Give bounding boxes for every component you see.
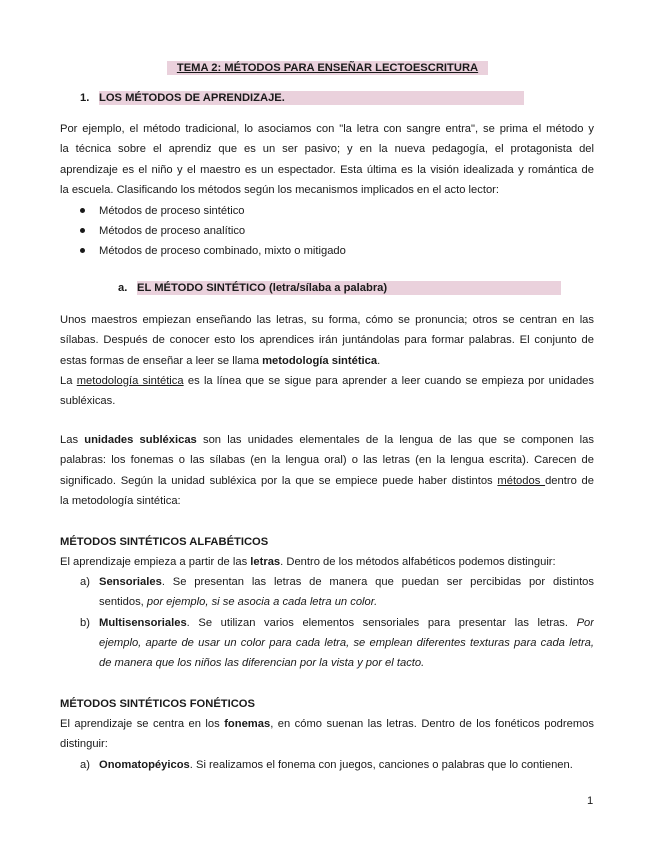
list-item-continuation: de manera que los niños las diferencian por la vista y por el tacto. [99, 657, 425, 670]
sublexical-line-1: Las unidades subléxicas son las unidades elementales de la lengua de las que se componen las [60, 434, 594, 446]
alphabetic-intro: El aprendizaje empieza a partir de las letras. Dentro de los métodos alfabéticos podemos distinguir: [60, 556, 556, 568]
intro-line-3: aprendizaje es el niño y el maestro es un espectador. Esta última es la visión idealizada y romántica de [60, 163, 594, 176]
sublexical-line-3: significado. Según la unidad subléxica por la que se empiece puede haber distintos métodos dentro de [60, 474, 594, 487]
section-a-heading: EL MÉTODO SINTÉTICO (letra/sílaba a palabra) [137, 281, 561, 295]
list-item-continuation: sentidos, por ejemplo, si se asocia a cada letra un color. [99, 596, 378, 609]
bullet-item: Métodos de proceso combinado, mixto o mitigado [80, 241, 346, 261]
bullet-dot-icon [80, 208, 85, 213]
phonetic-heading: MÉTODOS SINTÉTICOS FONÉTICOS [60, 698, 255, 710]
phonetic-list [80, 755, 594, 775]
bullet-item: Métodos de proceso sintético [80, 201, 346, 221]
section-1-number: 1. [80, 92, 90, 104]
list-item-continuation: ejemplo, aparte de usar un color para cada letra, se emplean diferentes texturas para cada letra, [99, 636, 594, 649]
synthetic-line-2: sílabas. Después de conocer esto los aprendices irán juntándolas para formar palabras. El conjunto de [60, 334, 594, 347]
sublexical-line-2: palabras: los fonemas o las sílabas (en la lengua oral) o las letras (en la lengua escrita). Carecen de [60, 454, 594, 467]
document-title: TEMA 2: MÉTODOS PARA ENSEÑAR LECTOESCRITURA [167, 61, 488, 75]
alphabetic-list [80, 572, 594, 673]
sublexical-paragraph [60, 430, 594, 511]
list-item: a) Onomatopéyicos. Si realizamos el fonema con juegos, canciones o palabras que lo contienen. [80, 759, 573, 771]
intro-line-1: Por ejemplo, el método tradicional, lo asociamos con "la letra con sangre entra", se prima el método y [60, 123, 594, 135]
section-a-number: a. [118, 282, 128, 294]
page-number: 1 [587, 795, 594, 807]
synthetic-line-5: subléxicas. [60, 395, 116, 408]
method-bullet-list [80, 201, 346, 261]
alphabetic-heading: MÉTODOS SINTÉTICOS ALFABÉTICOS [60, 536, 269, 548]
phonetic-intro: El aprendizaje se centra en los fonemas, en cómo suenan las letras. Dentro de los fonéticos podremos distinguir: [60, 718, 594, 751]
bullet-dot-icon [80, 248, 85, 253]
synthetic-paragraph [60, 310, 594, 411]
intro-paragraph [60, 119, 594, 200]
list-item: a) Sensoriales. Se presentan las letras de manera que puedan ser percibidas por distintos [80, 576, 594, 588]
sublexical-line-4: la metodología sintética: [60, 494, 181, 507]
synthetic-line-4: La metodología sintética es la línea que se sigue para aprender a leer cuando se empieza por unidades [60, 374, 594, 387]
section-1-heading: LOS MÉTODOS DE APRENDIZAJE. [99, 91, 524, 105]
synthetic-line-3: estas formas de enseñar a leer se llama metodología sintética. [60, 354, 381, 367]
intro-line-4: la escuela. Clasificando los métodos según los mecanismos implicados en el acto lector: [60, 183, 500, 196]
list-item: b) Multisensoriales. Se utilizan varios elementos sensoriales para presentar las letras. Por [80, 616, 594, 629]
bullet-dot-icon [80, 228, 85, 233]
synthetic-line-1: Unos maestros empiezan enseñando las letras, su forma, cómo se pronuncia; otros se centran en las [60, 314, 594, 326]
intro-line-2: la técnica sobre el aprendiz que es un ser pasivo; y en la nueva pedagogía, el protagonista del [60, 143, 594, 156]
bullet-item: Métodos de proceso analítico [80, 221, 346, 241]
